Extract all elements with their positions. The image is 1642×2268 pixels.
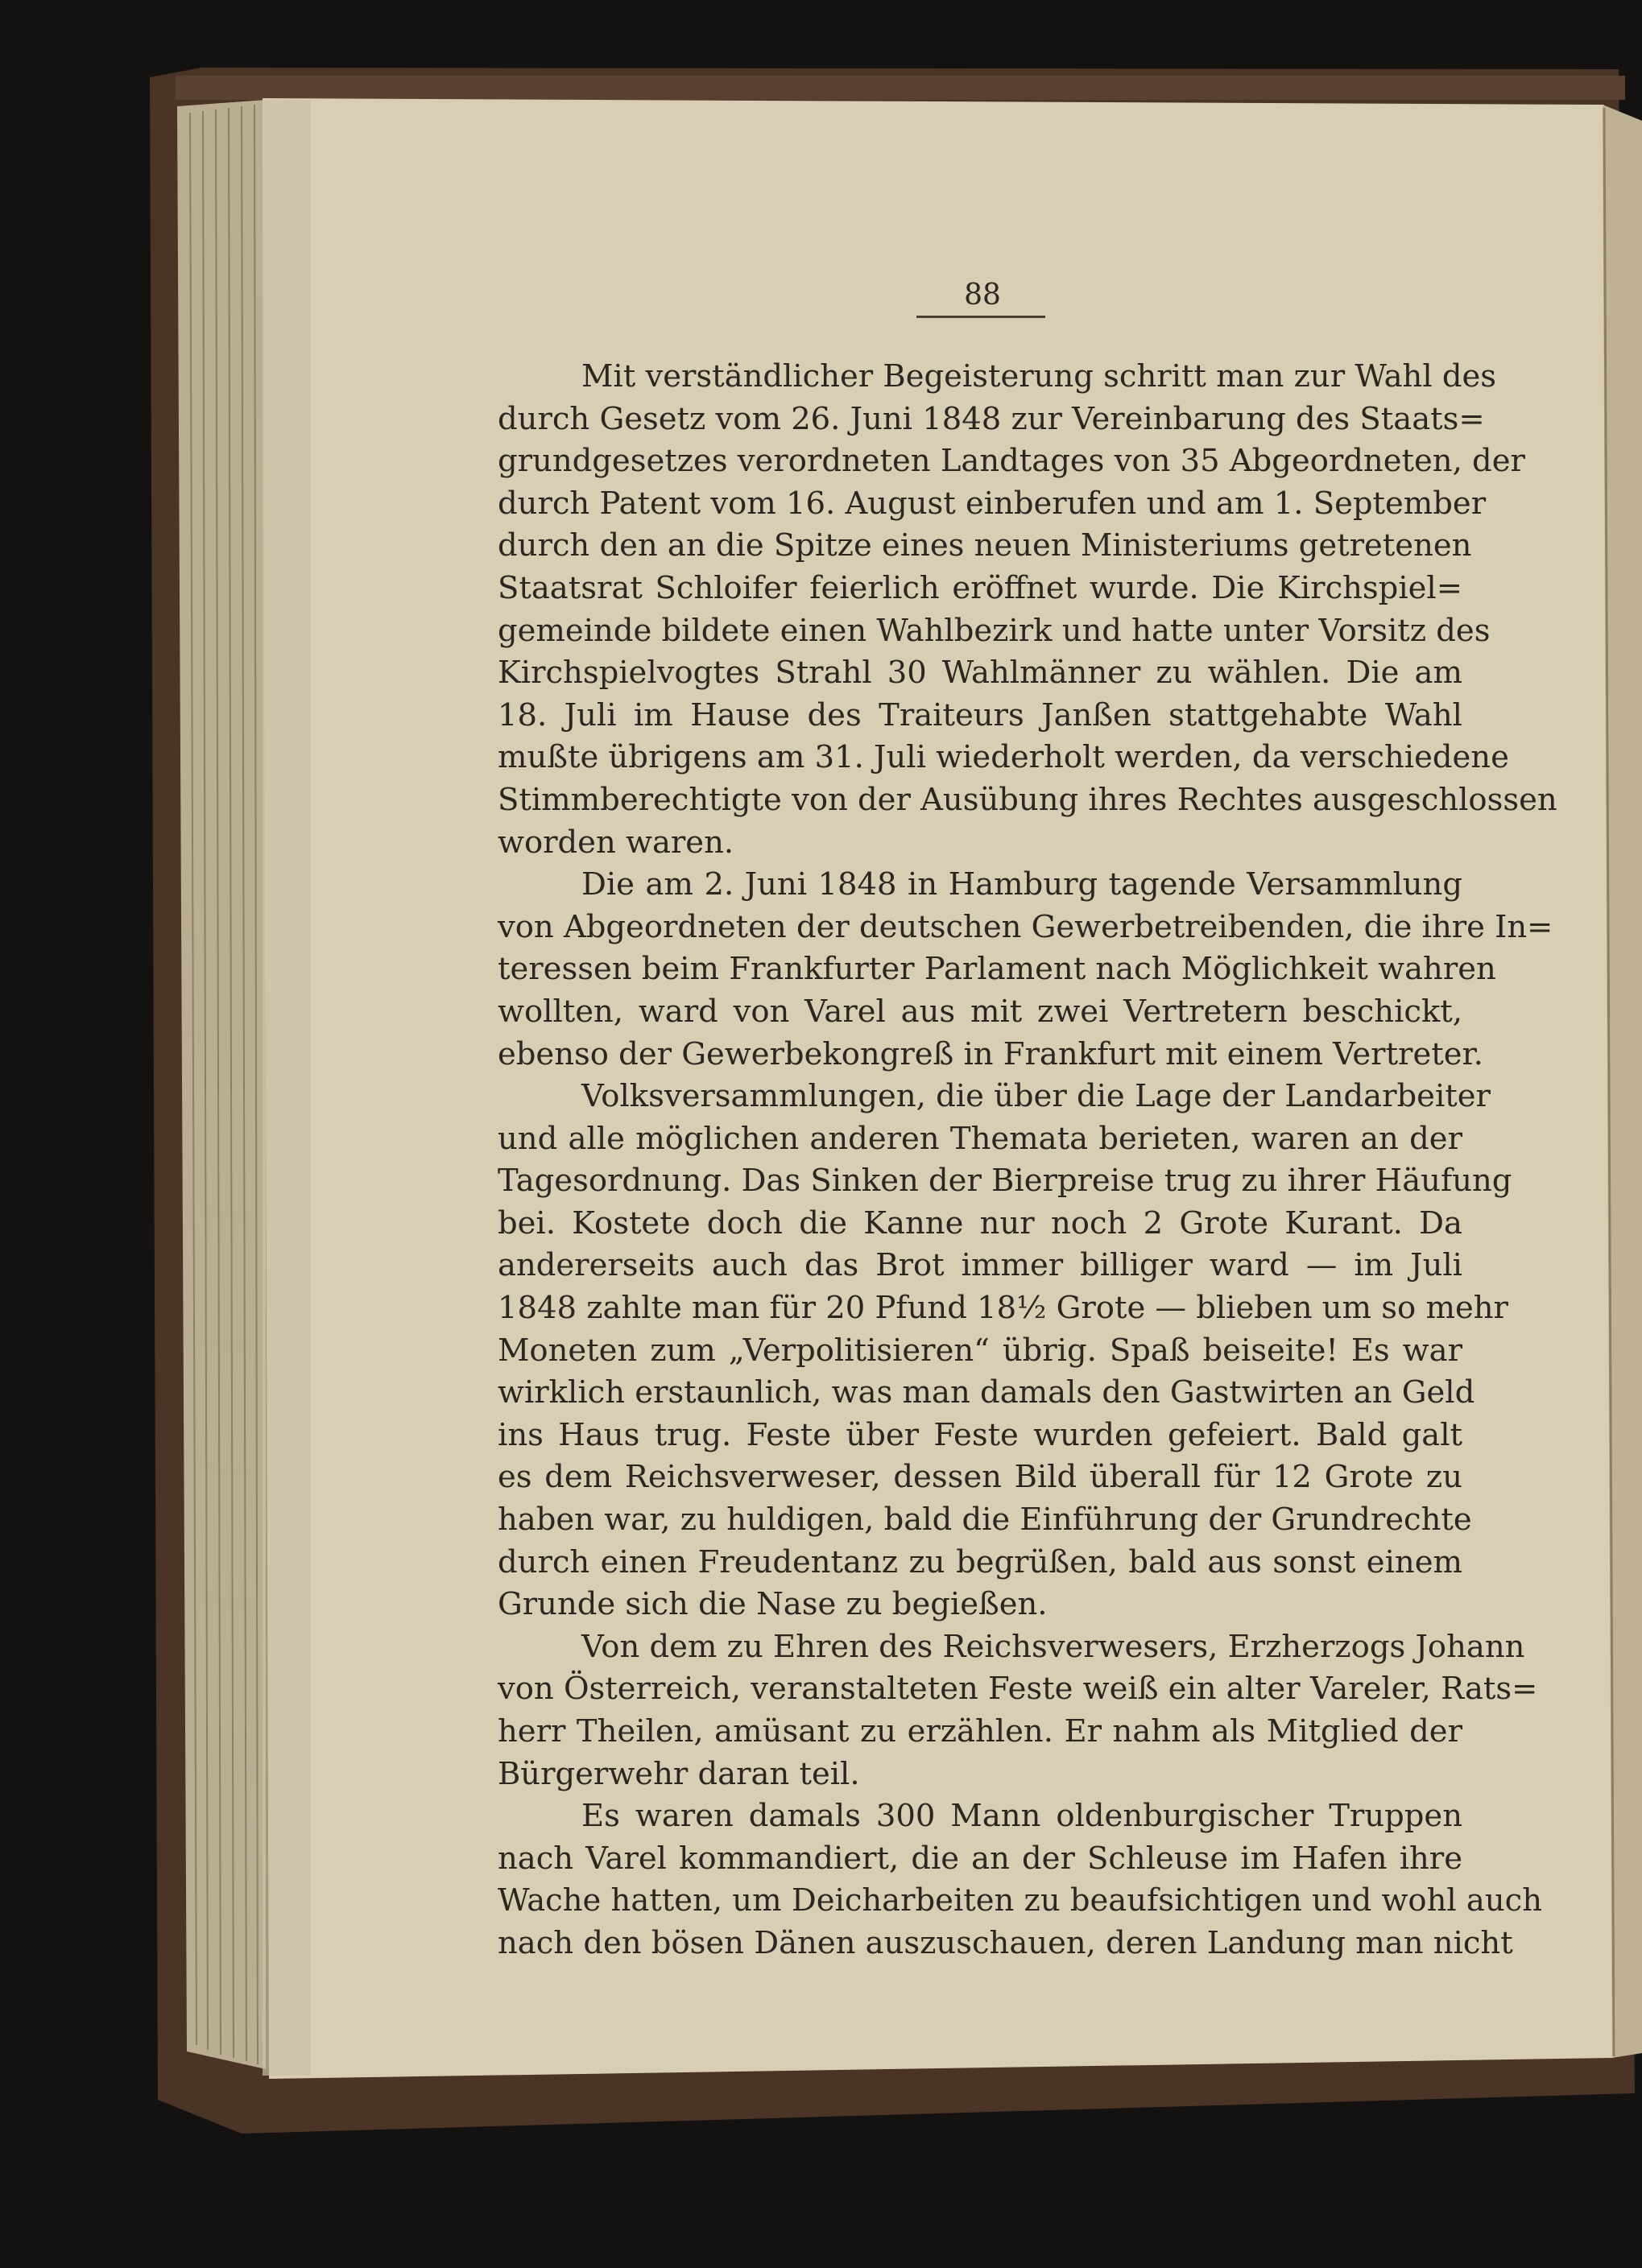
text-line: andererseits auch das Brot immer billiger ward — im Juli xyxy=(498,1247,1462,1284)
text-line: teressen beim Frankfurter Parlament nach Möglichkeit wahren xyxy=(498,951,1496,988)
cover-top-strip xyxy=(176,76,1625,100)
text-line: bei. Kostete doch die Kanne nur noch 2 Grote Kurant. Da xyxy=(498,1204,1462,1241)
text-line: durch den an die Spitze eines neuen Ministeriums getretenen xyxy=(498,527,1472,564)
text-line: Moneten zum „Verpolitisieren“ übrig. Spaß beiseite! Es war xyxy=(498,1332,1462,1369)
text-line: durch einen Freudentanz zu begrüßen, bald aus sonst einem xyxy=(498,1543,1462,1580)
text-line: 1848 zahlte man für 20 Pfund 18½ Grote — blieben um so mehr xyxy=(498,1290,1508,1327)
text-line: Von dem zu Ehren des Reichsverwesers, Erzherzogs Johann xyxy=(581,1628,1525,1665)
text-line: Bürgerwehr daran teil. xyxy=(498,1755,860,1792)
text-line: Staatsrat Schloifer feierlich eröffnet wurde. Die Kirchspiel= xyxy=(498,569,1462,606)
page-number-rule xyxy=(916,316,1045,318)
text-line: gemeinde bildete einen Wahlbezirk und hatte unter Vorsitz des xyxy=(498,612,1491,649)
page-number: 88 xyxy=(964,279,1001,312)
text-line: durch Patent vom 16. August einberufen und am 1. September xyxy=(498,485,1487,522)
body-text xyxy=(498,356,1557,1965)
text-line: Grunde sich die Nase zu begießen. xyxy=(498,1586,1048,1623)
text-line: durch Gesetz vom 26. Juni 1848 zur Vereinbarung des Staats= xyxy=(498,400,1485,437)
text-line: nach den bösen Dänen auszuschauen, deren Landung man nicht xyxy=(498,1924,1513,1961)
page-shade-left xyxy=(263,100,311,2076)
text-line: ins Haus trug. Feste über Feste wurden gefeiert. Bald galt xyxy=(498,1416,1462,1453)
text-line: herr Theilen, amüsant zu erzählen. Er nahm als Mitglied der xyxy=(498,1713,1462,1750)
text-line: haben war, zu huldigen, bald die Einführung der Grundrechte xyxy=(498,1502,1472,1539)
text-line: es dem Reichsverweser, dessen Bild überall für 12 Grote zu xyxy=(498,1459,1462,1496)
text-line: von Österreich, veranstalteten Feste weiß ein alter Vareler, Rats= xyxy=(498,1671,1538,1708)
text-line: grundgesetzes verordneten Landtages von 35 Abgeordneten, der xyxy=(498,443,1525,480)
text-line: ebenso der Gewerbekongreß in Frankfurt mit einem Vertreter. xyxy=(498,1035,1483,1072)
text-line: Stimmberechtigte von der Ausübung ihres Rechtes ausgeschlossen xyxy=(498,781,1557,818)
text-line: wollten, ward von Varel aus mit zwei Vertretern beschickt, xyxy=(498,993,1462,1030)
text-line: Volksversammlungen, die über die Lage der Landarbeiter xyxy=(581,1078,1491,1115)
text-line: Es waren damals 300 Mann oldenburgischer Truppen xyxy=(581,1798,1462,1835)
text-line: mußte übrigens am 31. Juli wiederholt werden, da verschiedene xyxy=(498,739,1509,776)
text-line: Die am 2. Juni 1848 in Hamburg tagende Versammlung xyxy=(581,866,1462,903)
text-line: wirklich erstaunlich, was man damals den Gastwirten an Geld xyxy=(498,1374,1475,1411)
text-line: worden waren. xyxy=(498,824,734,861)
text-line: 18. Juli im Hause des Traiteurs Janßen stattgehabte Wahl xyxy=(498,696,1462,733)
text-line: Wache hatten, um Deicharbeiten zu beaufsichtigen und wohl auch xyxy=(498,1882,1543,1919)
text-line: Kirchspielvogtes Strahl 30 Wahlmänner zu wählen. Die am xyxy=(498,655,1462,692)
text-line: Tagesordnung. Das Sinken der Bierpreise trug zu ihrer Häufung xyxy=(498,1163,1512,1200)
text-line: Mit verständlicher Begeisterung schritt man zur Wahl des xyxy=(581,358,1497,395)
text-line: nach Varel kommandiert, die an der Schleuse im Hafen ihre xyxy=(498,1840,1462,1877)
text-line: und alle möglichen anderen Themata berieten, waren an der xyxy=(498,1120,1462,1157)
text-line: von Abgeordneten der deutschen Gewerbetreibenden, die ihre In= xyxy=(498,908,1553,945)
